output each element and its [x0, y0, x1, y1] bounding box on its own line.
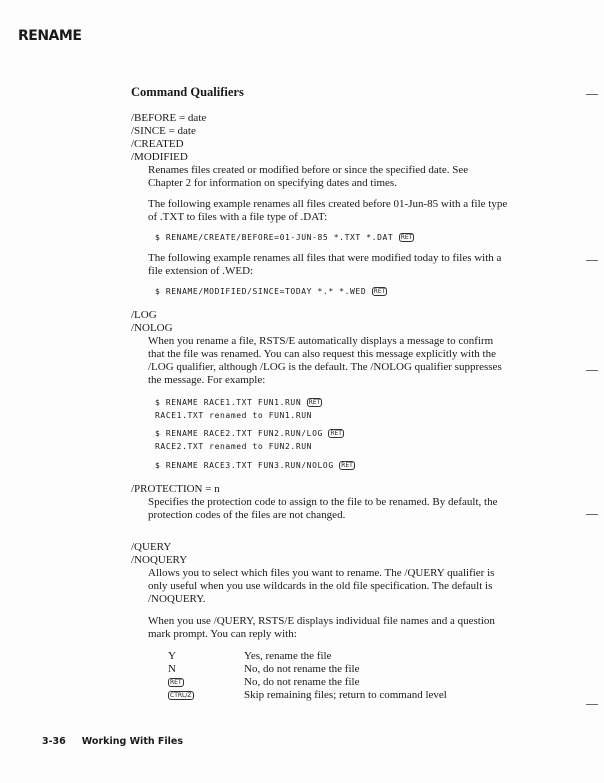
qualifier-query: /QUERY — [131, 541, 172, 553]
return-key-icon: RET — [308, 399, 321, 406]
qualifier-noquery: /NOQUERY — [131, 554, 188, 566]
paragraph — [148, 252, 568, 278]
code-line: $ RENAME RACE3.TXT FUN3.RUN/NOLOG — [155, 461, 334, 470]
margin-mark — [586, 704, 598, 705]
return-key-icon: RET — [373, 288, 386, 295]
code-line: $ RENAME RACE2.TXT FUN2.RUN/LOG — [155, 429, 323, 438]
margin-mark — [586, 514, 598, 515]
qualifier-protection: /PROTECTION = n — [131, 483, 220, 495]
code-output: RACE1.TXT renamed to FUN1.RUN — [155, 410, 313, 420]
line: /NOQUERY. — [148, 593, 206, 605]
paragraph — [148, 615, 568, 641]
margin-mark — [586, 370, 598, 371]
reply-desc: Skip remaining files; return to command level — [244, 689, 447, 701]
code-line: $ RENAME/CREATE/BEFORE=01-JUN-85 *.TXT *.DAT — [155, 233, 394, 242]
return-key-icon: RET — [341, 462, 353, 469]
line: that the file was renamed. You can also request this message explicitly with the — [148, 348, 496, 360]
reply-key: Y — [168, 650, 176, 662]
line: Chapter 2 for information on specifying dates and times. — [148, 177, 397, 189]
reply-key: N — [168, 663, 176, 675]
page-header: RENAME — [18, 28, 82, 44]
reply-row — [168, 676, 359, 689]
line: protection codes of the files are not changed. — [148, 509, 346, 521]
code-example — [155, 397, 322, 422]
paragraph — [148, 164, 568, 190]
reply-desc: No, do not rename the file — [244, 676, 360, 688]
ctrl-z-key-icon: CTRL/Z — [170, 692, 192, 699]
line: only useful when you use wildcards in the old file specification. The default is — [148, 580, 493, 592]
margin-mark — [586, 94, 598, 95]
line: Specifies the protection code to assign to the file to be renamed. By default, the — [148, 496, 498, 508]
margin-mark — [586, 260, 598, 261]
code-example — [155, 232, 414, 245]
return-key-icon: RET — [170, 679, 182, 686]
return-key-icon: RET — [400, 234, 413, 241]
line: The following example renames all files that were modified today to files with a — [148, 252, 502, 264]
line: Renames files created or modified before or since the specified date. See — [148, 164, 469, 176]
reply-row — [168, 689, 447, 702]
footer-title: Working With Files — [81, 736, 184, 747]
line: When you use /QUERY, RSTS/E displays individual file names and a question — [148, 615, 495, 627]
qualifier-modified: /MODIFIED — [131, 151, 188, 163]
code-example — [155, 460, 355, 473]
qualifier-nolog: /NOLOG — [131, 322, 173, 334]
return-key-icon: RET — [330, 430, 342, 437]
line: mark prompt. You can reply with: — [148, 628, 297, 640]
line: file extension of .WED: — [148, 265, 254, 277]
reply-desc: Yes, rename the file — [244, 650, 332, 662]
section-title: Command Qualifiers — [131, 85, 244, 99]
line: the message. For example: — [148, 374, 266, 386]
line: The following example renames all files created before 01-Jun-85 with a file type — [148, 198, 508, 210]
line: When you rename a file, RSTS/E automatically displays a message to confirm — [148, 335, 494, 347]
paragraph — [148, 198, 568, 224]
line: /LOG qualifier, although /LOG is the default. The /NOLOG qualifier suppresses — [148, 361, 502, 373]
code-line: $ RENAME RACE1.TXT FUN1.RUN — [155, 398, 302, 407]
code-example — [155, 428, 344, 453]
page-footer — [42, 735, 199, 748]
paragraph — [148, 496, 568, 522]
reply-row — [168, 663, 359, 676]
qualifier-created: /CREATED — [131, 138, 184, 150]
code-line: $ RENAME/MODIFIED/SINCE=TODAY *.* *.WED — [155, 287, 367, 296]
paragraph — [148, 567, 568, 606]
reply-row — [168, 650, 331, 663]
qualifier-log: /LOG — [131, 309, 157, 321]
code-output: RACE2.TXT renamed to FUN2.RUN — [155, 441, 313, 451]
line: of .TXT to files with a file type of .DAT: — [148, 211, 328, 223]
reply-desc: No, do not rename the file — [244, 663, 360, 675]
qualifier-before: /BEFORE = date — [131, 112, 207, 124]
line: Allows you to select which files you want to rename. The /QUERY qualifier is — [148, 567, 495, 579]
qualifier-since: /SINCE = date — [131, 125, 196, 137]
paragraph — [148, 335, 568, 387]
page-number: 3-36 — [42, 736, 66, 747]
code-example — [155, 286, 387, 299]
